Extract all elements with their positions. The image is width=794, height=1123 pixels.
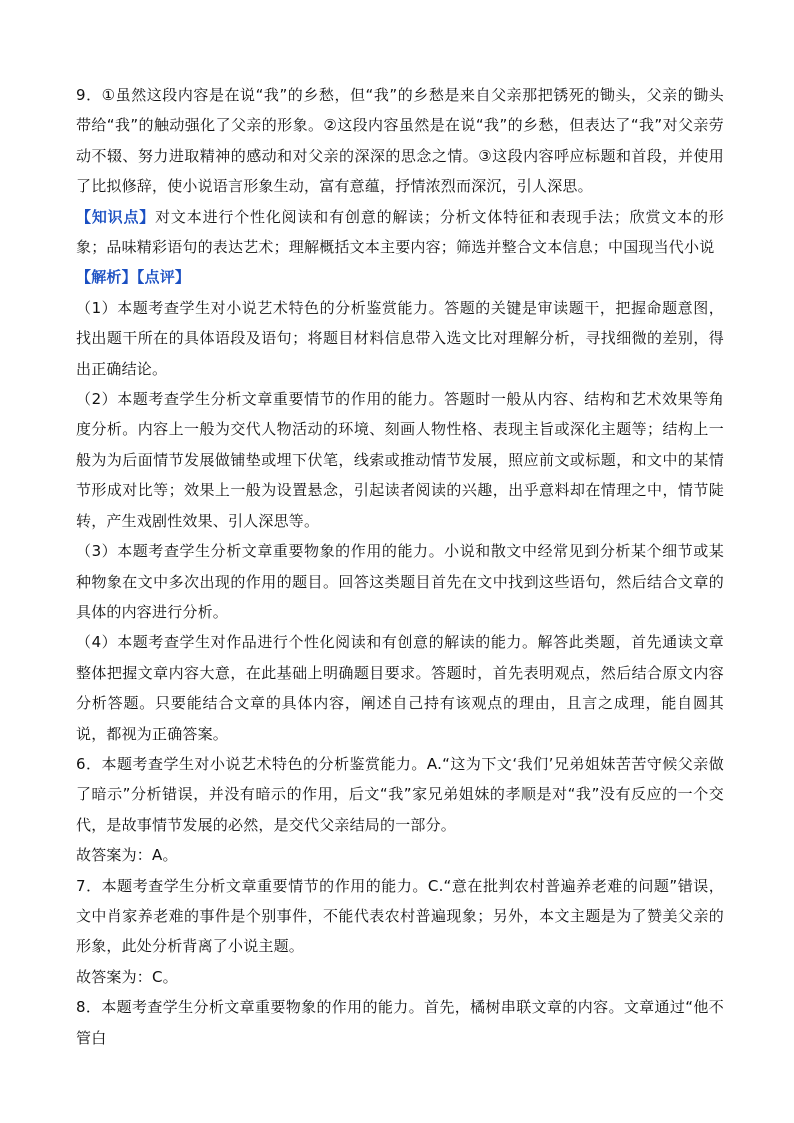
analysis-part-3: （3）本题考查学生分析文章重要物象的作用的能力。小说和散文中经常见到分析某个细节或某种物象在文中多次出现的作用的题目。回答这类题目首先在文中找到这些语句，然后结合文章的具体的内容进行分析。 [76,542,724,621]
analysis-part-1: （1）本题考查学生对小说艺术特色的分析鉴赏能力。答题的关键是审读题干，把握命题意图，找出题干所在的具体语段及语句；将题目材料信息带入选文比对理解分析，寻找细微的差别，得出正确结论。 [76,298,724,378]
document-body [76,80,724,1053]
knowledge-points [76,202,724,263]
knowledge-points-text: 对文本进行个性化阅读和有创意的解读；分析文体特征和表现手法；欣赏文本的形象；品味精彩语句的表达艺术；理解概括文本主要内容；筛选并整合文本信息；中国现当代小说 [76,207,724,257]
answer-q7: 故答案为：C。 [76,967,178,986]
explanation-q8: 8．本题考查学生分析文章重要物象的作用的能力。首先，橘树串联文章的内容。文章通过“他不管白 [76,998,724,1047]
analysis-part-2: （2）本题考查学生分析文章重要情节的作用的能力。答题时一般从内容、结构和艺术效果等角度分析。内容上一般为交代人物活动的环境、刻画人物性格、表现主旨或深化主题等；结构上一般为为后面情节发展做铺垫或埋下伏笔，线索或推动情节发展，照应前文或标题，和文中的某情节形成对比等；效果上一般为设置悬念，引起读者阅读的兴趣，出乎意料却在情理之中，情节陡转，产生戏剧性效果、引人深思等。 [76,390,724,530]
answer-q6: 故答案为：A。 [76,846,178,865]
analysis-heading [76,262,724,292]
explanation-q6: 6．本题考查学生对小说艺术特色的分析鉴赏能力。A.“这为下文‘我们’兄弟姐妹苦苦守候父亲做了暗示”分析错误，并没有暗示的作用，后文“我”家兄弟姐妹的孝顺是对“我”没有反应的一个交代，是故事情节发展的必然，是交代父亲结局的一部分。 [76,754,724,834]
explanation-q7: 7．本题考查学生分析文章重要情节的作用的能力。C.“意在批判农村普遍养老难的问题”错误，文中肖家养老难的事件是个别事件，不能代表农村普遍现象；另外，本文主题是为了赞美父亲的形象，此处分析背离了小说主题。 [76,876,724,956]
analysis-tag: 【解析】【点评】 [76,268,191,287]
answer-q9: 9．①虽然这段内容是在说“我”的乡愁，但“我”的乡愁是来自父亲那把锈死的锄头，父亲的锄头带给“我”的触动强化了父亲的形象。②这段内容虽然是在说“我”的乡愁，但表达了“我”对父亲劳动不辍、努力进取精神的感动和对父亲的深深的思念之情。③这段内容呼应标题和首段，并使用了比拟修辞，使小说语言形象生动，富有意蕴，抒情浓烈而深沉，引人深思。 [76,86,724,196]
knowledge-points-tag: 【知识点】 [76,207,156,226]
analysis-part-4: （4）本题考查学生对作品进行个性化阅读和有创意的解读的能力。解答此类题，首先通读文章整体把握文章内容大意，在此基础上明确题目要求。答题时，首先表明观点，然后结合原文内容分析答题。只要能结合文章的具体内容，阐述自己持有该观点的理由，且言之成理，能自圆其说，都视为正确答案。 [76,633,724,743]
